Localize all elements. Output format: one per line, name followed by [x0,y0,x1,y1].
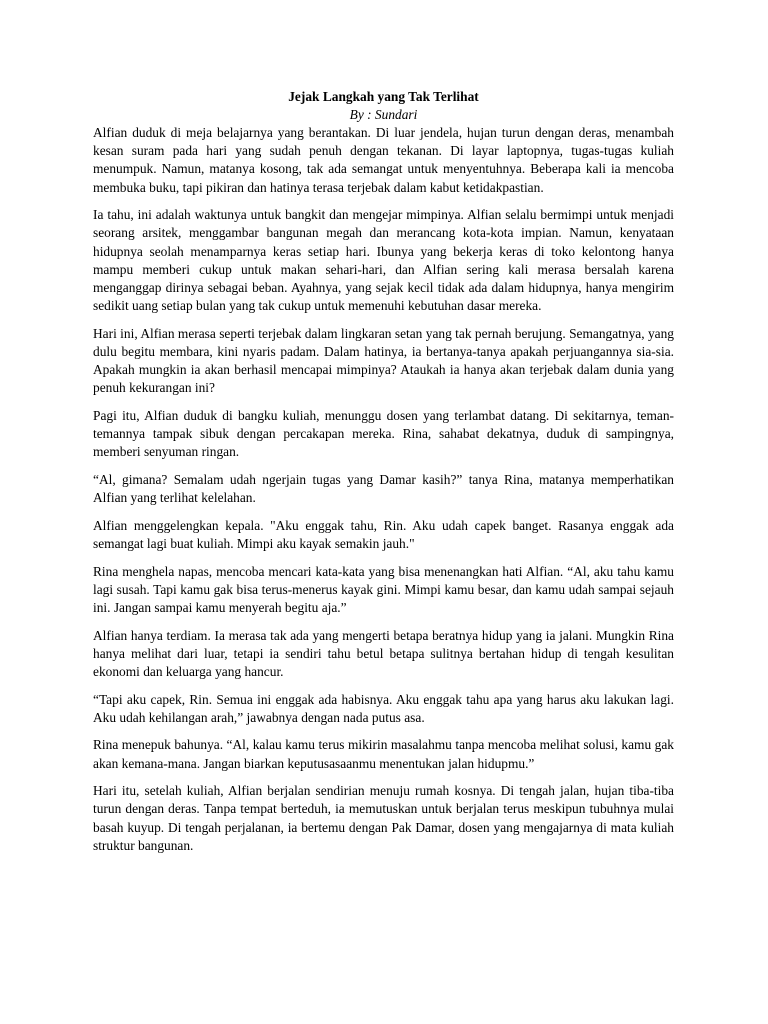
paragraph: Rina menepuk bahunya. “Al, kalau kamu terus mikirin masalahmu tanpa mencoba melihat solusi, kamu gak akan kemana-mana. Jangan biarkan keputusasaanmu menentukan jalan hidupmu.” [93,737,674,771]
paragraph: Hari ini, Alfian merasa seperti terjebak dalam lingkaran setan yang tak pernah berujung. Semangatnya, yang dulu begitu membara, kini nyaris padam. Dalam hatinya, ia bertanya-tanya apakah perjuangannya sia-sia. Apakah mungkin ia akan berhasil mencapai mimpinya? Ataukah ia hanya akan terjebak dalam dunia yang penuh kekurangan ini? [93,325,674,396]
paragraph: Ia tahu, ini adalah waktunya untuk bangkit dan mengejar mimpinya. Alfian selalu bermimpi untuk menjadi seorang arsitek, menggambar bangunan megah dan merancang kota-kota impian. Namun, kenyataan hidupnya seolah menamparnya keras setiap hari. Ibunya yang bekerja keras di toko kelontong hanya mampu memberi cukup untuk makan sehari-hari, dan Alfian sering kali merasa bersalah karena menganggap dirinya sebagai beban. Ayahnya, yang sejak kecil tidak ada dalam hidupnya, hanya mengirim sedikit uang setiap bulan yang tak cukup untuk memenuhi kebutuhan dasar mereka. [93,207,674,314]
paragraph: Alfian hanya terdiam. Ia merasa tak ada yang mengerti betapa beratnya hidup yang ia jalani. Mungkin Rina hanya melihat dari luar, tetapi ia sendiri tahu betul betapa sulitnya bertahan hidup di tengah kesulitan ekonomi dan keluarga yang hancur. [93,627,674,680]
paragraph: Hari itu, setelah kuliah, Alfian berjalan sendirian menuju rumah kosnya. Di tengah jalan, hujan tiba-tiba turun dengan deras. Tanpa tempat berteduh, ia memutuskan untuk berjalan terus meskipun tubuhnya mulai basah kuyup. Di tengah perjalanan, ia bertemu dengan Pak Damar, dosen yang mengajarnya di mata kuliah struktur bangunan. [93,783,674,853]
document-title: Jejak Langkah yang Tak Terlihat [288,89,479,104]
document-author: By : Sundari [349,107,418,122]
paragraph: “Al, gimana? Semalam udah ngerjain tugas yang Damar kasih?” tanya Rina, matanya memperhatikan Alfian yang terlihat kelelahan. [93,472,674,506]
paragraph: “Tapi aku capek, Rin. Semua ini enggak ada habisnya. Aku enggak tahu apa yang harus aku lakukan lagi. Aku udah kehilangan arah,” jawabnya dengan nada putus asa. [93,691,674,725]
paragraph: Alfian menggelengkan kepala. "Aku enggak tahu, Rin. Aku udah capek banget. Rasanya enggak ada semangat lagi buat kuliah. Mimpi aku kayak semakin jauh." [93,517,674,552]
paragraph: Alfian duduk di meja belajarnya yang berantakan. Di luar jendela, hujan turun dengan deras, menambah kesan suram pada hari yang sudah penuh dengan tekanan. Di layar laptopnya, tugas-tugas kuliah menumpuk. Namun, matanya kosong, tak ada semangat untuk menyentuhnya. Beberapa kali ia mencoba membuka buku, tapi pikiran dan hatinya terasa terjebak dalam kabut ketidakpastian. [93,125,674,195]
document-page [93,87,674,864]
paragraph: Rina menghela napas, mencoba mencari kata-kata yang bisa menenangkan hati Alfian. “Al, aku tahu kamu lagi susah. Tapi kamu gak bisa terus-menerus kayak gini. Mimpi kamu besar, dan kamu udah sampai sejauh ini. Jangan sampai kamu menyerah begitu aja.” [93,563,674,616]
paragraph: Pagi itu, Alfian duduk di bangku kuliah, menunggu dosen yang terlambat datang. Di sekitarnya, teman-temannya tampak sibuk dengan percakapan mereka. Rina, sahabat dekatnya, duduk di sampingnya, memberi senyuman ringan. [93,408,674,460]
